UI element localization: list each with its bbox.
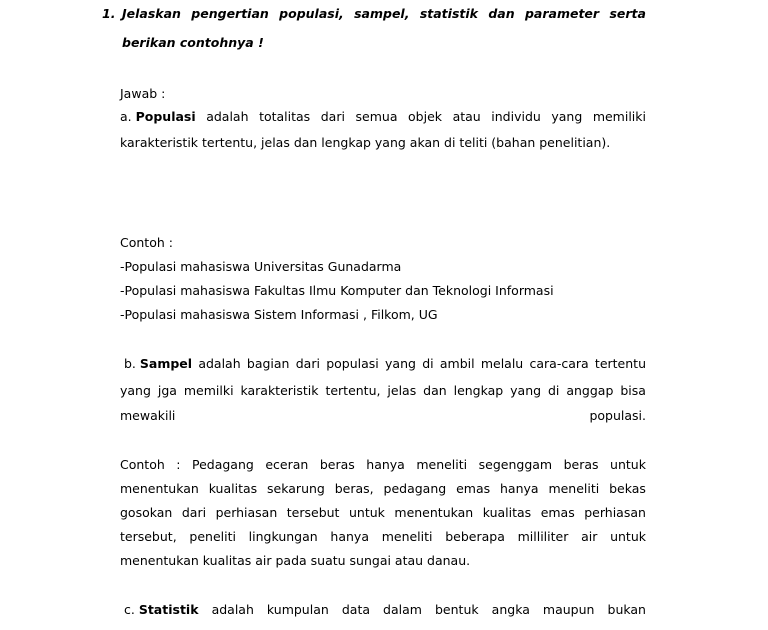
word: bagian: [246, 356, 290, 371]
item-head: c. Statistik: [124, 602, 199, 617]
word: meneliti: [548, 481, 600, 496]
example-label: Contoh :: [120, 235, 173, 250]
word: bentuk: [435, 602, 479, 617]
word: tersebut: [286, 505, 340, 520]
word: hanya: [500, 481, 539, 496]
word: yang: [510, 383, 542, 398]
term-keyword: Populasi: [135, 109, 196, 124]
item-head: b. Sampel: [124, 356, 193, 371]
word: yang: [551, 109, 583, 124]
term-keyword: Statistik: [138, 602, 199, 617]
example-b-line-4: [120, 529, 646, 545]
answer-a-line-1: [120, 109, 646, 125]
word: yang: [385, 356, 416, 371]
word: karakteristik: [240, 383, 319, 398]
example-b-line-3: [120, 505, 646, 521]
word: hanya: [366, 457, 405, 472]
word: semua: [355, 109, 398, 124]
word: untuk: [610, 457, 646, 472]
word: bisa: [620, 383, 646, 398]
word: kualitas: [208, 481, 258, 496]
word: statistik: [419, 6, 478, 21]
word: tertentu,: [325, 383, 381, 398]
word: populasi.: [589, 408, 646, 423]
question-line-1: [122, 6, 646, 22]
word: segenggam: [478, 457, 553, 472]
answer-b-line-1: [124, 356, 646, 372]
word: lingkungan: [248, 529, 318, 544]
example-item-1: -Populasi mahasiswa Universitas Gunadarma: [120, 259, 402, 274]
word: :: [176, 457, 181, 472]
word: individu: [491, 109, 541, 124]
example-b-line-2: [120, 481, 646, 497]
word: dari: [320, 109, 345, 124]
word: meneliti: [381, 529, 433, 544]
word: untuk: [348, 505, 385, 520]
word: memilki: [183, 383, 234, 398]
word: atau: [452, 109, 481, 124]
word: pengertian: [191, 6, 269, 21]
word: kualitas: [482, 505, 532, 520]
word: serta: [609, 6, 646, 21]
word: populasi: [326, 356, 379, 371]
word: pedagang: [383, 481, 447, 496]
word: menentukan: [120, 481, 199, 496]
word: di: [422, 356, 434, 371]
word: data: [341, 602, 370, 617]
word: beras: [319, 457, 355, 472]
word: totalitas: [259, 109, 311, 124]
word: dari: [295, 356, 320, 371]
example-b-line-5: menentukan kualitas air pada suatu sungai atau danau.: [120, 553, 471, 568]
word: mewakili: [120, 408, 176, 423]
word: parameter: [524, 6, 600, 21]
word: sekarung: [267, 481, 325, 496]
answer-a-line-2: karakteristik tertentu, jelas dan lengkap yang akan di teliti (bahan penelitian).: [120, 135, 611, 150]
word: dan: [488, 6, 515, 21]
word: jelas: [387, 383, 417, 398]
word: melalu: [480, 356, 524, 371]
term-keyword: Sampel: [139, 356, 193, 371]
answer-b-line-3: [120, 408, 646, 424]
question-line-2: berikan contohnya !: [122, 35, 264, 50]
example-b-line-1: [120, 457, 646, 473]
word: menentukan: [394, 505, 474, 520]
item-head: a. Populasi: [120, 109, 196, 124]
word: dalam: [383, 602, 422, 617]
word: beras,: [334, 481, 374, 496]
example-item-2: -Populasi mahasiswa Fakultas Ilmu Komputer dan Teknologi Informasi: [120, 283, 554, 298]
word: bekas: [609, 481, 646, 496]
word: adalah: [206, 109, 249, 124]
word: beras: [563, 457, 599, 472]
word: Pedagang: [192, 457, 254, 472]
question-number: 1.: [102, 6, 116, 21]
word: eceran: [265, 457, 309, 472]
word: maupun: [542, 602, 595, 617]
word: hanya: [330, 529, 369, 544]
word: Contoh: [120, 457, 165, 472]
word: untuk: [610, 529, 646, 544]
word: cara-cara: [529, 356, 589, 371]
word: ambil: [439, 356, 475, 371]
word: anggap: [566, 383, 614, 398]
word: beberapa: [445, 529, 505, 544]
word: air: [581, 529, 598, 544]
answer-b-line-2: [120, 383, 646, 399]
answer-label: Jawab :: [120, 86, 166, 101]
word: tertentu: [594, 356, 646, 371]
word: sampel,: [354, 6, 410, 21]
word: adalah: [211, 602, 254, 617]
word: emas: [456, 481, 491, 496]
word: angka: [491, 602, 530, 617]
word: Jelaskan: [122, 6, 181, 21]
word: populasi,: [279, 6, 344, 21]
word: bukan: [607, 602, 646, 617]
word: jga: [157, 383, 177, 398]
word: dari: [181, 505, 207, 520]
word: lengkap: [453, 383, 504, 398]
word: memiliki: [592, 109, 646, 124]
word: emas: [540, 505, 575, 520]
word: meneliti: [416, 457, 468, 472]
word: dan: [423, 383, 447, 398]
word: gosokan: [120, 505, 173, 520]
word: perhiasan: [215, 505, 278, 520]
answer-c-line-1: [124, 602, 646, 618]
word: tersebut,: [120, 529, 177, 544]
example-item-3: -Populasi mahasiswa Sistem Informasi , Filkom, UG: [120, 307, 438, 322]
word: yang: [120, 383, 151, 398]
word: peneliti: [189, 529, 236, 544]
word: di: [548, 383, 560, 398]
word: perhiasan: [584, 505, 646, 520]
word: milliliter: [517, 529, 569, 544]
word: adalah: [198, 356, 241, 371]
word: objek: [408, 109, 443, 124]
word: kumpulan: [266, 602, 329, 617]
